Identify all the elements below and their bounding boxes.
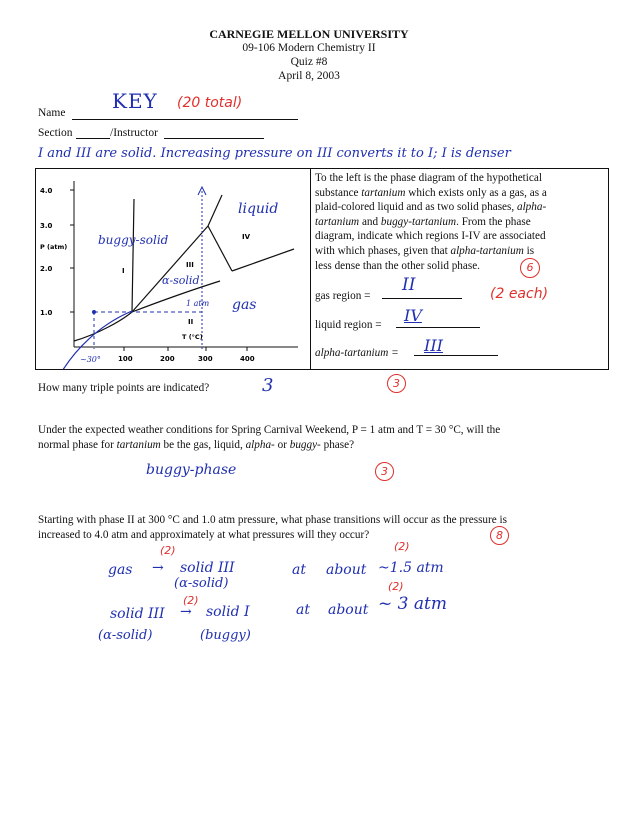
carnival-line: normal phase for tartanium be the gas, liquid, alpha- or buggy- phase? xyxy=(38,438,355,451)
intro-line: To the left is the phase diagram of the hypothetical xyxy=(315,172,542,184)
quiz-title: Quiz #8 xyxy=(290,56,328,68)
ans1-sub: (α-solid) xyxy=(174,576,229,591)
transition-points: 8 xyxy=(490,526,509,545)
instructor-label: /Instructor xyxy=(110,127,158,139)
problem-intro xyxy=(315,171,605,273)
answer-label-liquid: liquid region = xyxy=(315,319,382,331)
points-each: (2 each) xyxy=(490,286,549,302)
points-badge: 6 xyxy=(520,258,540,278)
buggy-solid-annotation: buggy-solid xyxy=(98,233,169,247)
intro-line: substance tartanium which exists only as a gas, as a xyxy=(315,186,547,199)
y-tick-label: 4.0 xyxy=(40,187,53,195)
ans1-value: ~1.5 atm xyxy=(378,560,444,576)
ans2-points2: (2) xyxy=(388,580,404,593)
ans2-arrow: → xyxy=(180,604,192,620)
alpha-solid-annotation: α-solid xyxy=(162,274,200,287)
name-label: Name xyxy=(38,107,66,119)
region-label-ii: II xyxy=(188,318,194,326)
ans2-sub-from: (α-solid) xyxy=(98,628,153,643)
carnival-answer: buggy-phase xyxy=(146,462,237,478)
alpha-liquid-boundary xyxy=(208,226,232,271)
intro-line: diagram, indicate which regions I-IV are associated xyxy=(315,230,546,243)
region-label-i: I xyxy=(122,267,125,275)
answer-label-alpha: alpha-tartanium = xyxy=(315,347,399,359)
phase-diagram xyxy=(36,169,310,369)
intro-line: plaid-colored liquid and as two solid phases, alpha- xyxy=(315,201,547,214)
ans1-points2: (2) xyxy=(394,540,410,553)
x-axis-label: T (°C) xyxy=(182,333,203,341)
x-tick-label: ~30° xyxy=(80,355,101,364)
x-tick-label: 400 xyxy=(240,355,255,363)
answer-value-liquid: IV xyxy=(404,306,422,325)
melting-curve xyxy=(208,195,222,226)
x-tick-label: 200 xyxy=(160,355,175,363)
section-label: Section xyxy=(38,127,73,139)
region-label-iii: III xyxy=(186,261,194,269)
liquid-gas-boundary xyxy=(232,249,294,271)
one-atm-annotation: 1 atm xyxy=(186,299,210,308)
ans1-about: about xyxy=(326,562,367,578)
university-title: CARNEGIE MELLON UNIVERSITY xyxy=(209,27,409,41)
answer-line xyxy=(396,327,480,328)
intro-line: tartanium and buggy-tartanium. From the phase xyxy=(315,215,531,228)
ans2-about: about xyxy=(328,602,369,618)
intro-line: with which phases, given that alpha-tartanium is xyxy=(315,244,535,257)
answer-line xyxy=(414,355,498,356)
carnival-points: 3 xyxy=(375,462,394,481)
ans1-at: at xyxy=(292,562,306,578)
key-note: I and III are solid. Increasing pressure on III converts it to I; I is denser xyxy=(38,146,511,161)
course-title: 09-106 Modern Chemistry II xyxy=(242,42,376,54)
ans2-to: solid I xyxy=(206,604,250,620)
name-line xyxy=(72,119,298,120)
transition-line: increased to 4.0 atm and approximately at what pressures will they occur? xyxy=(38,528,370,541)
region-label-iv: IV xyxy=(242,233,251,241)
triple-points: 3 xyxy=(387,374,406,393)
ans2-points: (2) xyxy=(183,594,199,607)
total-points: (20 total) xyxy=(177,95,243,111)
gas-annotation: gas xyxy=(232,297,257,313)
liquid-annotation: liquid xyxy=(238,201,279,217)
x-tick-label: 300 xyxy=(198,355,213,363)
x-tick-label: 100 xyxy=(118,355,133,363)
state-point xyxy=(92,310,96,314)
y-tick-label: 3.0 xyxy=(40,222,53,230)
ans2-value: ~ 3 atm xyxy=(378,594,447,614)
y-tick-label: 2.0 xyxy=(40,265,53,273)
name-value: KEY xyxy=(112,89,158,113)
section-line xyxy=(76,138,110,139)
carnival-question xyxy=(38,423,500,452)
answer-line xyxy=(382,298,462,299)
ans2-sub-to: (buggy) xyxy=(200,628,251,643)
sublimation-curve xyxy=(74,312,132,341)
y-tick-label: 1.0 xyxy=(40,309,53,317)
ans1-to: solid III xyxy=(180,560,235,576)
carnival-line: Under the expected weather conditions for Spring Carnival Weekend, P = 1 atm and T = 30 °C, will the xyxy=(38,424,501,436)
quiz-date: April 8, 2003 xyxy=(278,70,340,82)
box-divider xyxy=(310,168,311,369)
ans2-from: solid III xyxy=(110,606,165,622)
ans1-from: gas xyxy=(108,562,133,578)
buggy-alpha-boundary-left xyxy=(132,199,134,312)
transition-question xyxy=(38,513,507,542)
answer-label-gas: gas region = xyxy=(315,290,371,302)
instructor-line xyxy=(164,138,264,139)
ans1-points: (2) xyxy=(160,544,176,557)
ans2-at: at xyxy=(296,602,310,618)
transition-line: Starting with phase II at 300 °C and 1.0 atm pressure, what phase transitions will occur as the pressure is xyxy=(38,514,507,526)
intro-line: less dense than the other solid phase. xyxy=(315,259,480,272)
ans1-arrow: → xyxy=(152,560,164,576)
answer-value-alpha: III xyxy=(424,336,443,355)
triple-question: How many triple points are indicated? xyxy=(38,382,210,394)
triple-answer: 3 xyxy=(262,375,274,396)
y-axis-label: P (atm) xyxy=(40,243,68,251)
answer-value-gas: II xyxy=(402,275,416,295)
